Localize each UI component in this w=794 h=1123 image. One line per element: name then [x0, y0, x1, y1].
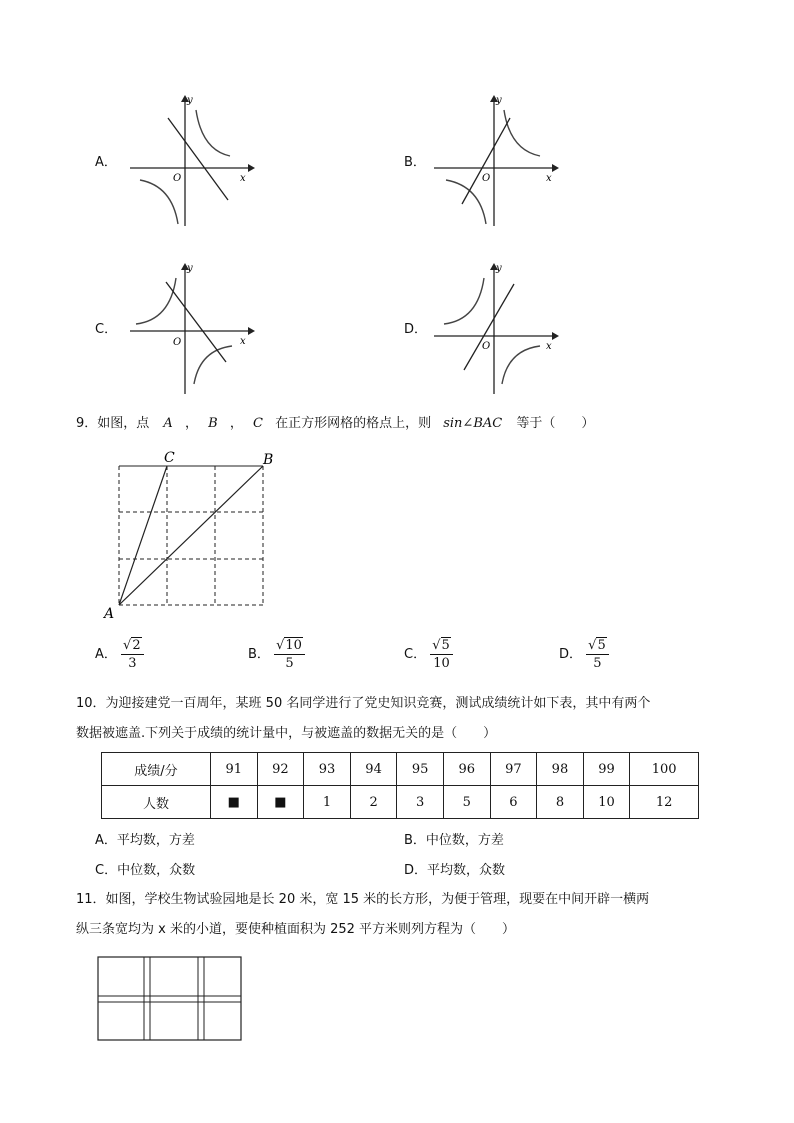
label-b: B — [263, 452, 274, 468]
q8-option-c-label: C． — [95, 322, 118, 337]
x-label: x — [240, 173, 246, 184]
table-cell: 3 — [397, 786, 444, 819]
svg-text:x: x — [546, 173, 552, 184]
q8-option-d-graph — [428, 258, 568, 398]
hyperbola-branch-1 — [196, 110, 230, 156]
q9-grid-figure — [100, 448, 290, 623]
table-header-cell: 成绩/分 — [102, 753, 211, 786]
q10-option-c[interactable]: C．中位数，众数 — [95, 863, 196, 878]
q9-option-c[interactable]: C． $\frac{√5}{10}$ — [404, 638, 453, 671]
table-cell: 91 — [211, 753, 258, 786]
svg-text:O: O — [173, 337, 182, 348]
origin-label: O — [173, 173, 182, 184]
q8-option-a-label: A． — [95, 155, 117, 170]
line — [168, 118, 228, 200]
table-cell: 10 — [583, 786, 630, 819]
table-cell: 8 — [537, 786, 584, 819]
label-c: C — [164, 450, 175, 466]
table-cell: 99 — [583, 753, 630, 786]
table-cell: 97 — [490, 753, 537, 786]
q9-option-b[interactable]: B． $\frac{√10}{5}$ — [248, 638, 305, 671]
svg-text:O: O — [482, 341, 491, 352]
table-cell: 98 — [537, 753, 584, 786]
table-cell-covered: ■ — [211, 786, 258, 819]
table-cell: 1 — [304, 786, 351, 819]
table-row — [102, 786, 699, 819]
svg-text:y: y — [187, 263, 193, 274]
q11-garden-figure — [97, 956, 243, 1042]
x-axis-arrow — [248, 164, 255, 172]
label-a: A — [104, 606, 115, 622]
table-cell: 92 — [257, 753, 304, 786]
q10-score-table — [101, 752, 699, 819]
q11-line2: 纵三条宽均为 x 米的小道，要使种植面积为 252 平方米则列方程为（ ） — [76, 922, 516, 937]
table-cell: 93 — [304, 753, 351, 786]
svg-text:x: x — [240, 336, 246, 347]
table-cell-covered: ■ — [257, 786, 304, 819]
y-label: y — [187, 95, 193, 106]
table-cell: 100 — [630, 753, 699, 786]
q10-option-a[interactable]: A．平均数，方差 — [95, 833, 195, 848]
q9-option-d[interactable]: D． $\frac{√5}{5}$ — [559, 638, 609, 671]
segment-ab — [119, 466, 263, 605]
table-cell: 5 — [443, 786, 490, 819]
q10-line2: 数据被遮盖.下列关于成绩的统计量中，与被遮盖的数据无关的是（ ） — [76, 726, 497, 741]
svg-text:y: y — [496, 95, 502, 106]
q10-option-d[interactable]: D．平均数，众数 — [404, 863, 506, 878]
q11-line1: 11．如图，学校生物试验园地是长 20 米，宽 15 米的长方形，为便于管理，现要在中间开辟一横两 — [76, 892, 650, 907]
q9-stem: 9．如图，点 A ， B ， C 在正方形网格的格点上，则 sin∠BAC 等于（ ） — [76, 416, 595, 431]
q10-line1: 10．为迎接建党一百周年，某班 50 名同学进行了党史知识竞赛，测试成绩统计如下表，其中有两个 — [76, 696, 651, 711]
q8-option-d-label: D． — [404, 322, 428, 337]
q8-option-a-graph — [120, 90, 260, 230]
garden-outline — [98, 957, 241, 1040]
table-cell: 2 — [350, 786, 397, 819]
table-cell: 95 — [397, 753, 444, 786]
hyperbola-branch-2 — [140, 180, 178, 224]
table-cell: 96 — [443, 753, 490, 786]
table-cell: 12 — [630, 786, 699, 819]
q10-option-b[interactable]: B．中位数，方差 — [404, 833, 504, 848]
segment-ac — [119, 466, 167, 605]
q8-option-b-graph — [428, 90, 568, 230]
table-cell: 6 — [490, 786, 537, 819]
table-row — [102, 753, 699, 786]
table-cell: 94 — [350, 753, 397, 786]
svg-text:O: O — [482, 173, 491, 184]
q8-option-c-graph — [120, 258, 260, 398]
table-header-cell: 人数 — [102, 786, 211, 819]
q9-option-a[interactable]: A． $\frac{√2}{3}$ — [95, 638, 144, 671]
svg-text:y: y — [496, 263, 502, 274]
q8-option-b-label: B． — [404, 155, 426, 170]
svg-text:x: x — [546, 341, 552, 352]
